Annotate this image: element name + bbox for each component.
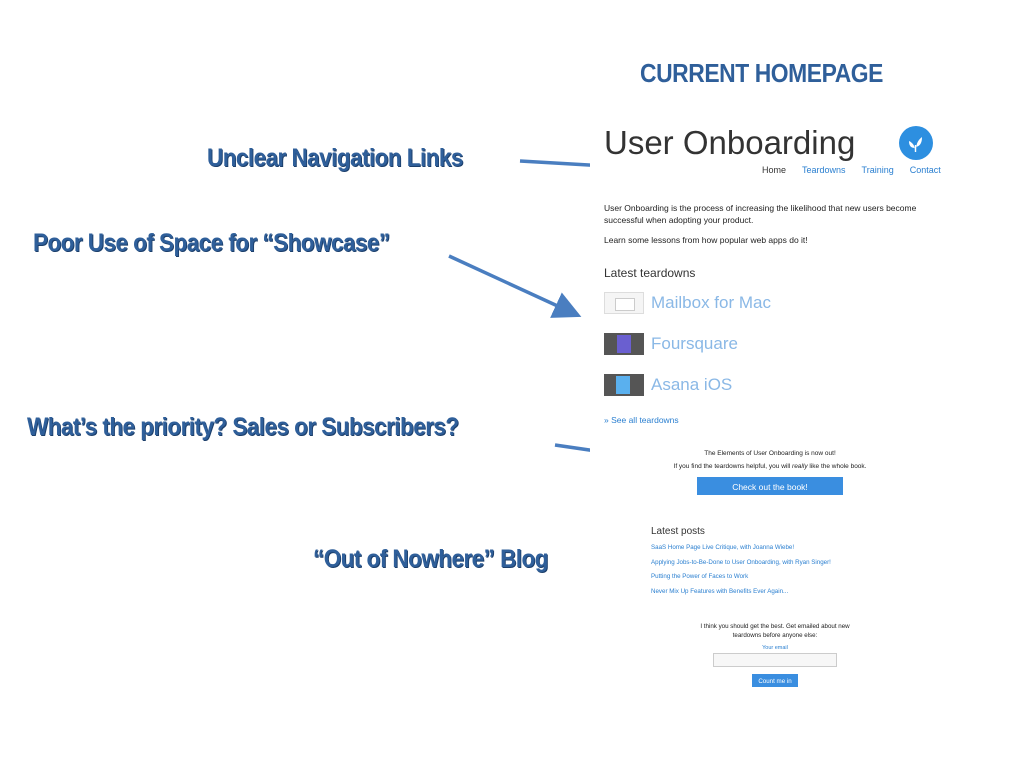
see-all-teardowns-link[interactable]: » See all teardowns xyxy=(604,415,679,425)
book-pitch: If you find the teardowns helpful, you will really like the whole book. xyxy=(673,463,867,470)
teardown-item[interactable] xyxy=(604,292,771,314)
latest-posts-list xyxy=(651,544,831,603)
email-signup xyxy=(700,622,850,687)
intro-text xyxy=(604,202,924,254)
callout-blog: “Out of Nowhere” Blog xyxy=(313,545,548,573)
post-link[interactable]: Never Mix Up Features with Benefits Ever Again... xyxy=(651,588,789,596)
nav-teardowns[interactable]: Teardowns xyxy=(802,165,846,175)
nav-training[interactable]: Training xyxy=(861,165,894,175)
nav-home[interactable]: Home xyxy=(762,165,787,175)
site-nav xyxy=(762,165,941,175)
teardown-thumbnail[interactable] xyxy=(604,374,644,396)
website-screenshot xyxy=(590,110,960,710)
latest-teardowns-heading: Latest teardowns xyxy=(604,266,696,280)
leaf-icon[interactable] xyxy=(899,126,933,160)
site-title[interactable]: User Onboarding xyxy=(604,124,856,161)
email-label: Your email xyxy=(762,645,788,651)
email-input[interactable] xyxy=(713,653,837,667)
post-link[interactable]: Applying Jobs-to-Be-Done to User Onboarding, with Ryan Singer! xyxy=(651,558,831,566)
post-link[interactable]: SaaS Home Page Live Critique, with Joanna Wiebe! xyxy=(651,544,795,551)
post-link[interactable]: Putting the Power of Faces to Work xyxy=(651,573,749,581)
arrow-showcase xyxy=(449,256,575,314)
slide-title: CURRENT HOMEPAGE xyxy=(640,58,883,88)
check-out-book-button[interactable]: Check out the book! xyxy=(697,477,843,495)
teardown-item[interactable] xyxy=(604,333,738,355)
teardown-thumbnail[interactable] xyxy=(604,333,644,355)
signup-text: I think you should get the best. Get emailed about new teardowns before anyone else: xyxy=(700,623,850,639)
intro-paragraph: User Onboarding is the process of increasing the likelihood that new users become successful when adopting your product. xyxy=(604,203,917,225)
book-announcement: The Elements of User Onboarding is now out! xyxy=(704,450,836,457)
teardown-title[interactable]: Foursquare xyxy=(651,334,738,353)
callout-priority: What’s the priority? Sales or Subscribers? xyxy=(27,413,459,441)
teardown-title[interactable]: Asana iOS xyxy=(651,375,733,394)
count-me-in-button[interactable]: Count me in xyxy=(752,674,798,687)
teardown-thumbnail[interactable] xyxy=(604,292,644,314)
intro-paragraph: Learn some lessons from how popular web apps do it! xyxy=(604,235,808,245)
teardown-item[interactable] xyxy=(604,374,732,396)
callout-navigation: Unclear Navigation Links xyxy=(207,144,463,172)
callout-showcase: Poor Use of Space for “Showcase” xyxy=(33,229,390,257)
nav-contact[interactable]: Contact xyxy=(909,165,941,175)
latest-posts-heading: Latest posts xyxy=(651,526,705,537)
book-promo xyxy=(670,450,870,495)
teardown-title[interactable]: Mailbox for Mac xyxy=(651,293,771,312)
